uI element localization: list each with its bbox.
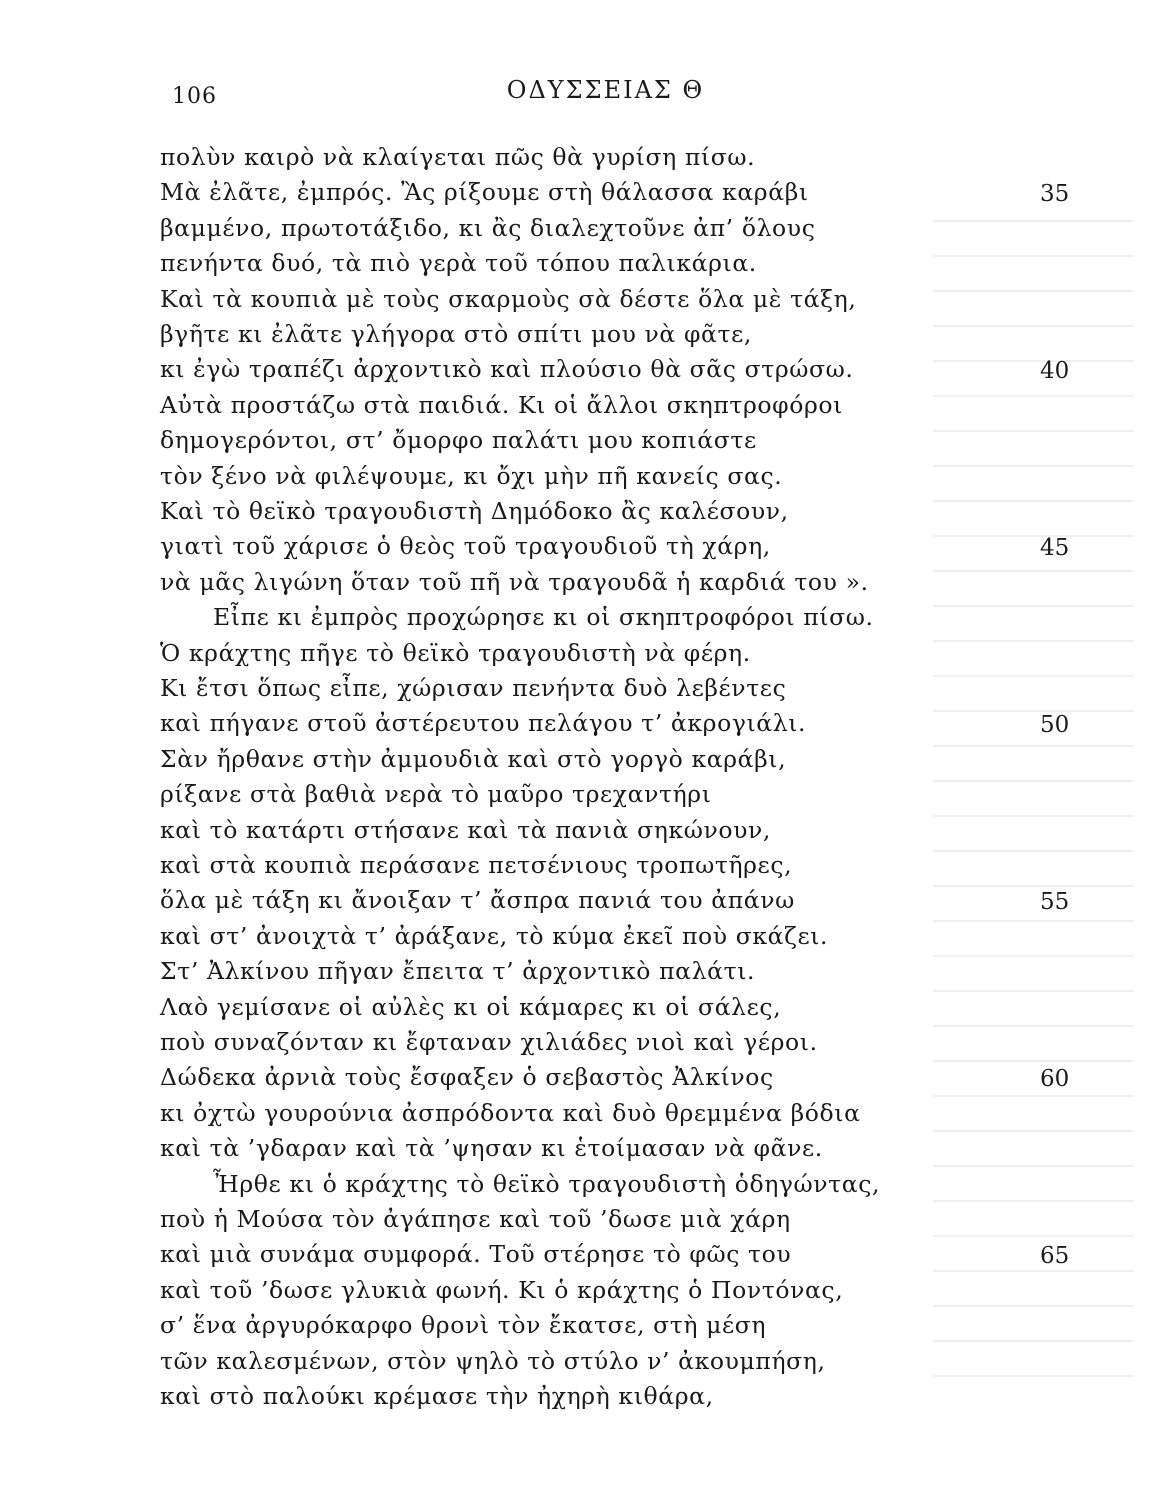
verse-line: κι ὀχτὼ γουρούνια ἀσπρόδοντα καὶ δυὸ θρεμμένα βόδια: [160, 1098, 861, 1127]
verse-line: Αὐτὰ προστάζω στὰ παιδιά. Κι οἱ ἄλλοι σκηπτροφόροι: [160, 390, 843, 419]
verse-line: σ’ ἕνα ἀργυρόκαρφο θρονὶ τὸν ἔκατσε, στὴ μέση: [160, 1311, 767, 1340]
line-number: 35: [1040, 181, 1070, 208]
verse-line: πενήντα δυό, τὰ πιὸ γερὰ τοῦ τόπου παλικάρια.: [160, 249, 757, 278]
verse-line: νὰ μᾶς λιγώνη ὅταν τοῦ πῆ νὰ τραγουδᾶ ἡ καρδιά του ».: [160, 567, 869, 596]
show-through-shadow: [933, 220, 1133, 1380]
verse-line: γιατὶ τοῦ χάρισε ὁ θεὸς τοῦ τραγουδιοῦ τὴ χάρη,: [160, 532, 771, 561]
verse-line: ποὺ ἡ Μούσα τὸν ἀγάπησε καὶ τοῦ ’δωσε μιὰ χάρη: [160, 1205, 791, 1233]
page-number: 106: [172, 84, 217, 109]
line-number: 45: [1040, 535, 1070, 562]
verse-line: ὅλα μὲ τάξη κι ἄνοιξαν τ’ ἄσπρα πανιά του ἀπάνω: [160, 886, 795, 915]
verse-line: Λαὸ γεμίσανε οἱ αὐλὲς κι οἱ κάμαρες κι οἱ σάλες,: [160, 992, 782, 1021]
verse-line: Μὰ ἐλᾶτε, ἐμπρός. Ἂς ρίξουμε στὴ θάλασσα καράβι: [160, 178, 809, 207]
line-number: 60: [1040, 1066, 1070, 1093]
verse-line: βαμμένο, πρωτοτάξιδο, κι ἂς διαλεχτοῦνε ἀπ’ ὅλους: [160, 213, 816, 242]
verse-line: Δώδεκα ἀρνιὰ τοὺς ἔσφαξεν ὁ σεβαστὸς Ἀλκίνος: [160, 1063, 774, 1092]
verse-line: Σὰν ἤρθανε στὴν ἀμμουδιὰ καὶ στὸ γοργὸ καράβι,: [160, 744, 787, 773]
verse-line: Κι ἔτσι ὅπως εἶπε, χώρισαν πενήντα δυὸ λεβέντες: [160, 674, 787, 702]
verse-line: ποὺ συναζόνταν κι ἔφταναν χιλιάδες νιοὶ καὶ γέροι.: [160, 1028, 818, 1056]
running-head: ΟΔΥΣΣΕΙΑΣ Θ: [506, 76, 705, 104]
verse-line: Καὶ τὸ θεϊκὸ τραγουδιστὴ Δημόδοκο ἂς καλέσουν,: [160, 497, 789, 525]
verse-line: Καὶ τὰ κουπιὰ μὲ τοὺς σκαρμοὺς σὰ δέστε ὅλα μὲ τάξη,: [160, 284, 857, 313]
verse-line: καὶ τὸ κατάρτι στήσανε καὶ τὰ πανιὰ σηκώνουν,: [160, 815, 771, 844]
verse-line: καὶ μιὰ συνάμα συμφορά. Τοῦ στέρησε τὸ φῶς του: [160, 1240, 792, 1269]
verse-line: δημογερόντοι, στ’ ὄμορφο παλάτι μου κοπιάστε: [160, 426, 757, 455]
verse-line: Ὁ κράχτης πῆγε τὸ θεϊκὸ τραγουδιστὴ νὰ φέρη.: [160, 638, 751, 667]
verse-line: βγῆτε κι ἐλᾶτε γλήγορα στὸ σπίτι μου νὰ φᾶτε,: [160, 320, 752, 348]
verse-line: καὶ στὸ παλούκι κρέμασε τὴν ἠχηρὴ κιθάρα,: [160, 1382, 714, 1410]
verse-line: καὶ στ’ ἀνοιχτὰ τ’ ἀράξανε, τὸ κύμα ἐκεῖ ποὺ σκάζει.: [160, 921, 829, 950]
verse-line: πολὺν καιρὸ νὰ κλαίγεται πῶς θὰ γυρίση πίσω.: [160, 143, 756, 171]
verse-line: καὶ τὰ ’γδαραν καὶ τὰ ’ψησαν κι ἑτοίμασαν νὰ φᾶνε.: [160, 1134, 823, 1163]
line-number: 40: [1040, 358, 1070, 385]
verse-line: καὶ πήγανε στοῦ ἀστέρευτου πελάγου τ’ ἀκρογιάλι.: [160, 709, 807, 738]
verse-line: κι ἐγὼ τραπέζι ἀρχοντικὸ καὶ πλούσιο θὰ σᾶς στρώσω.: [160, 355, 854, 384]
verse-line: καὶ τοῦ ’δωσε γλυκιὰ φωνή. Κι ὁ κράχτης ὁ Ποντόνας,: [160, 1275, 844, 1304]
line-number: 65: [1040, 1243, 1070, 1270]
verse-line: Εἶπε κι ἐμπρὸς προχώρησε κι οἱ σκηπτροφόροι πίσω.: [213, 603, 874, 632]
verse-line: ρίξανε στὰ βαθιὰ νερὰ τὸ μαῦρο τρεχαντήρι: [160, 780, 712, 809]
line-number: 50: [1040, 712, 1070, 739]
verse-line: Ἦρθε κι ὁ κράχτης τὸ θεϊκὸ τραγουδιστὴ ὁδηγώντας,: [213, 1169, 881, 1198]
verse-line: Στ’ Ἀλκίνου πῆγαν ἔπειτα τ’ ἀρχοντικὸ παλάτι.: [160, 957, 756, 986]
line-number: 55: [1040, 889, 1070, 916]
verse-line: τὸν ξένο νὰ φιλέψουμε, κι ὄχι μὴν πῆ κανείς σας.: [160, 461, 783, 490]
verse-line: καὶ στὰ κουπιὰ περάσανε πετσένιους τροπωτῆρες,: [160, 851, 793, 879]
verse-line: τῶν καλεσμένων, στὸν ψηλὸ τὸ στύλο ν’ ἀκουμπήση,: [160, 1346, 826, 1375]
